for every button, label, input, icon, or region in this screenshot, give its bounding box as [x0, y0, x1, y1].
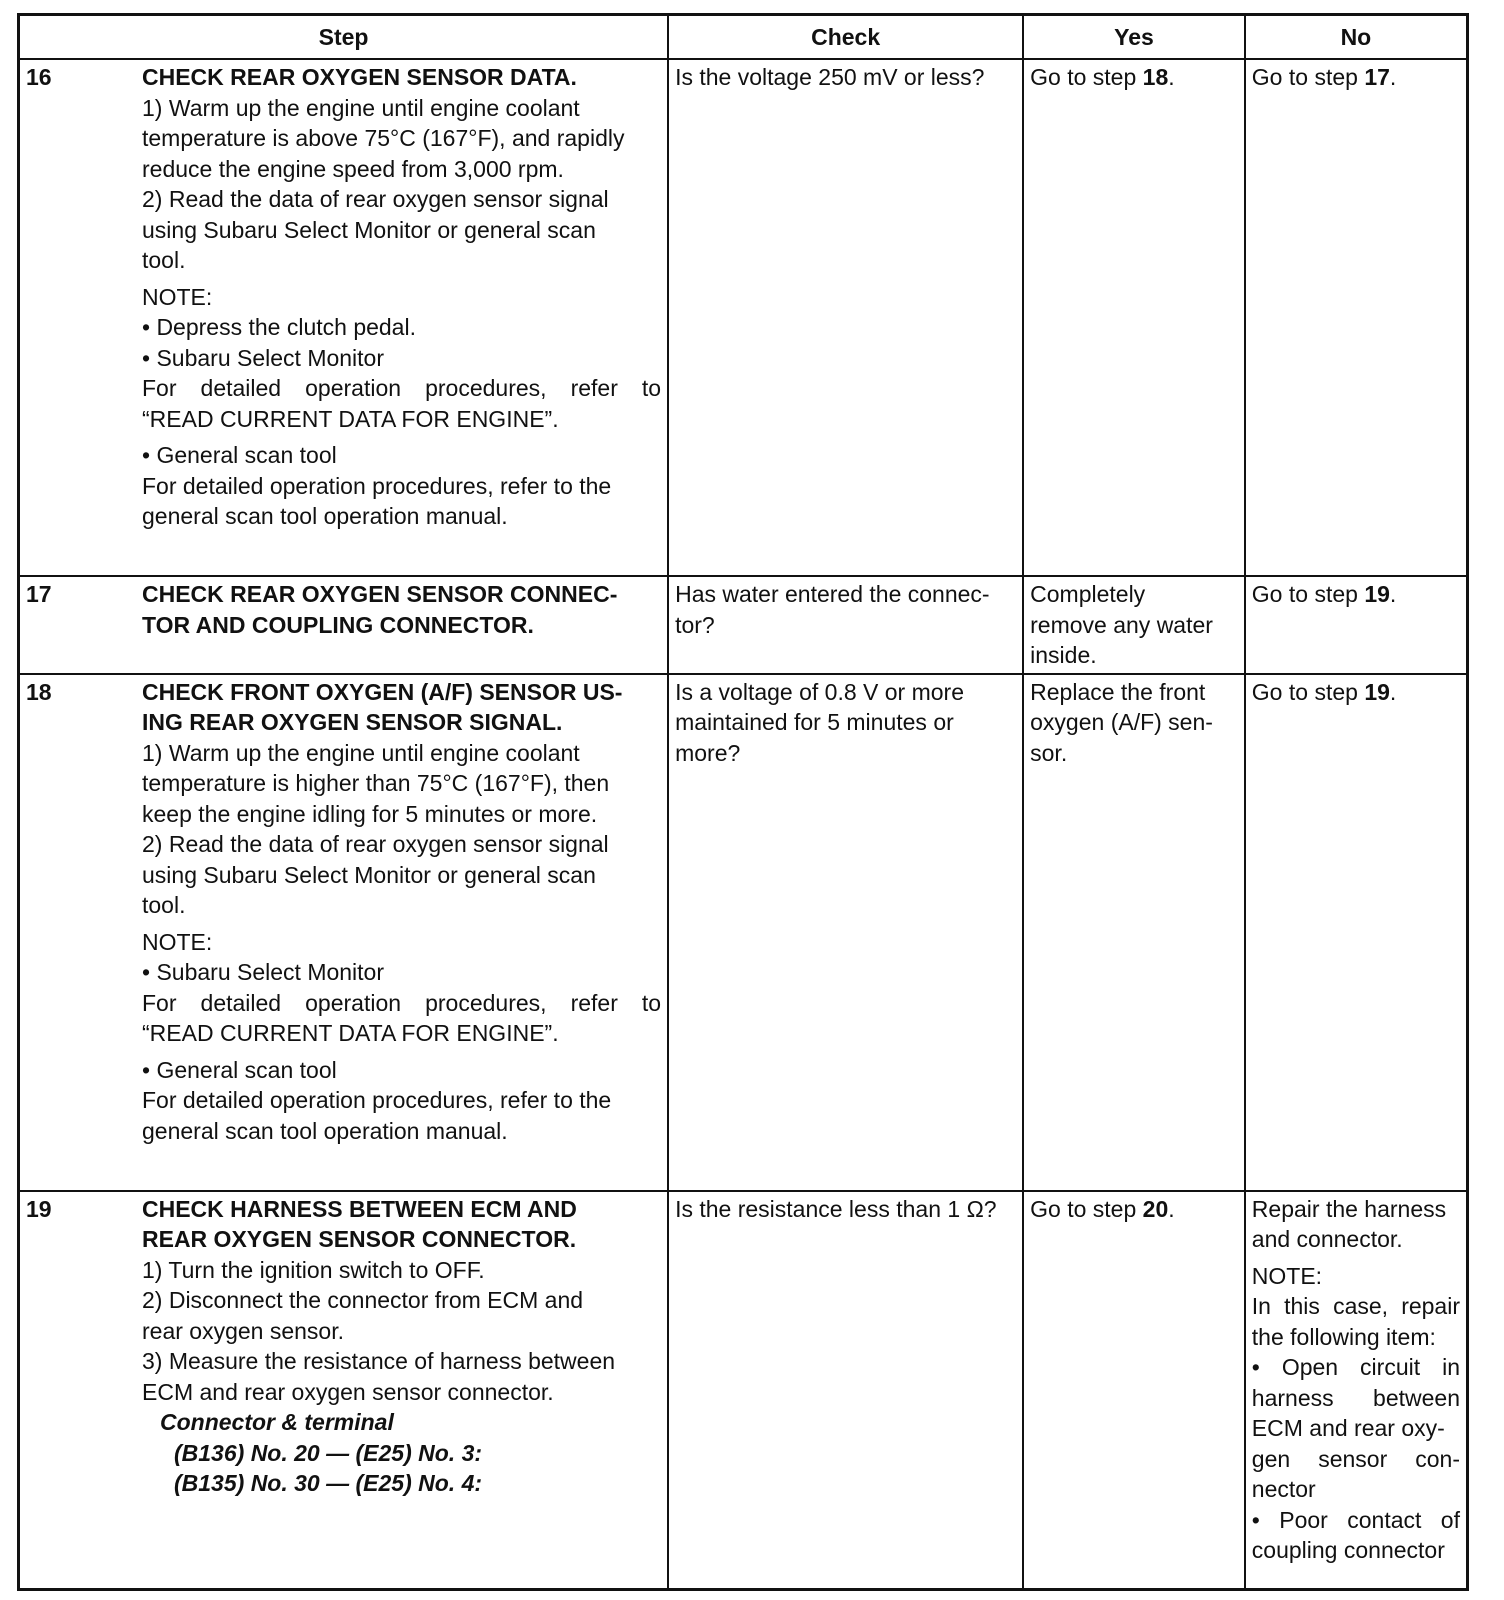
step-cell: [19, 59, 669, 576]
check-text: tor?: [675, 611, 715, 638]
no-step-ref: 19: [1364, 678, 1390, 705]
no-text: and connector.: [1251, 1226, 1403, 1252]
yes-cell: [1023, 1191, 1245, 1590]
step-title: CHECK FRONT OXYGEN (A/F) SENSOR US-: [142, 678, 623, 705]
check-text: Is the resistance less than 1 Ω?: [675, 1195, 997, 1222]
instruction-line: 1) Warm up the engine until engine coolant: [142, 94, 580, 121]
no-text: nector: [1251, 1476, 1316, 1502]
step-number: 16: [26, 64, 52, 90]
step-title: CHECK HARNESS BETWEEN ECM AND: [142, 1195, 577, 1222]
connector-label: Connector & terminal: [160, 1409, 394, 1435]
yes-text: Completely: [1030, 581, 1146, 607]
check-cell: [668, 59, 1023, 576]
diagnostic-table: [17, 13, 1469, 1591]
check-cell: [668, 1191, 1023, 1590]
yes-step-ref: 18: [1142, 64, 1169, 90]
no-text: Go to step: [1251, 678, 1365, 705]
step-cell: [19, 674, 669, 1191]
note-label: NOTE:: [1251, 1262, 1323, 1289]
scan-tool-line: For detailed operation procedures, refer to the: [142, 472, 612, 499]
no-cell: [1245, 674, 1468, 1191]
instruction-line: 3) Measure the resistance of harness between: [142, 1348, 616, 1374]
check-text: maintained for 5 minutes or: [675, 709, 954, 735]
step-cell: [19, 576, 669, 674]
instruction-line: reduce the engine speed from 3,000 rpm.: [142, 155, 564, 182]
no-suffix: .: [1389, 581, 1397, 607]
instruction-line: keep the engine idling for 5 minutes or more.: [142, 800, 598, 827]
no-text: Go to step: [1251, 581, 1365, 607]
connector-terminal: (B135) No. 30 — (E25) No. 4:: [174, 1470, 483, 1496]
step-title: REAR OXYGEN SENSOR CONNECTOR.: [142, 1226, 577, 1252]
yes-step-ref: 20: [1142, 1195, 1169, 1222]
check-text: Has water entered the connec-: [675, 581, 990, 607]
instruction-line: tool.: [142, 247, 186, 273]
yes-text: sor.: [1030, 739, 1068, 766]
instruction-line: 2) Disconnect the connector from ECM and: [142, 1287, 584, 1313]
header-row: [19, 15, 1468, 60]
instruction-line: using Subaru Select Monitor or general scan: [142, 861, 596, 888]
instruction-line: temperature is above 75°C (167°F), and rapidly: [142, 125, 625, 151]
yes-suffix: .: [1168, 1195, 1175, 1222]
note-line: • Subaru Select Monitor: [142, 959, 385, 985]
no-text: harness between: [1251, 1384, 1460, 1411]
scan-tool-line: general scan tool operation manual.: [142, 1117, 508, 1144]
instruction-line: tool.: [142, 892, 186, 918]
check-text: more?: [675, 739, 741, 766]
scan-tool-line: For detailed operation procedures, refer to the: [142, 1087, 612, 1113]
no-text: the following item:: [1251, 1323, 1436, 1350]
yes-cell: [1023, 59, 1245, 576]
scan-tool-line: • General scan tool: [142, 1056, 337, 1083]
yes-text: Replace the front: [1030, 678, 1206, 705]
scan-tool-line: general scan tool operation manual.: [142, 503, 508, 529]
note-label: NOTE:: [142, 928, 213, 955]
no-text: In this case, repair: [1251, 1293, 1460, 1319]
no-suffix: .: [1389, 64, 1397, 90]
check-cell: [668, 674, 1023, 1191]
step-title: CHECK REAR OXYGEN SENSOR CONNEC-: [142, 581, 618, 607]
step-title: ING REAR OXYGEN SENSOR SIGNAL.: [142, 709, 563, 735]
yes-suffix: .: [1168, 64, 1175, 90]
instruction-line: using Subaru Select Monitor or general scan: [142, 216, 596, 243]
header-check: Check: [668, 15, 1023, 60]
note-line: For detailed operation procedures, refer to: [142, 989, 662, 1016]
note-line: • Depress the clutch pedal.: [142, 314, 416, 340]
note-line: “READ CURRENT DATA FOR ENGINE”.: [142, 405, 559, 432]
no-text: gen sensor con-: [1251, 1445, 1460, 1472]
step-number: 18: [26, 678, 52, 705]
note-line: “READ CURRENT DATA FOR ENGINE”.: [142, 1020, 559, 1046]
no-cell: [1245, 1191, 1468, 1590]
instruction-line: 2) Read the data of rear oxygen sensor signal: [142, 186, 609, 212]
instruction-line: temperature is higher than 75°C (167°F), then: [142, 770, 610, 796]
no-text: coupling connector: [1251, 1537, 1445, 1563]
instruction-line: ECM and rear oxygen sensor connector.: [142, 1378, 554, 1405]
no-text: ECM and rear oxy-: [1251, 1415, 1445, 1441]
yes-text: oxygen (A/F) sen-: [1030, 709, 1213, 735]
instruction-line: 2) Read the data of rear oxygen sensor signal: [142, 831, 609, 857]
step-number: 17: [26, 581, 52, 607]
no-step-ref: 17: [1364, 64, 1390, 90]
header-yes: Yes: [1023, 15, 1245, 60]
instruction-line: 1) Turn the ignition switch to OFF.: [142, 1256, 485, 1283]
step-title: TOR AND COUPLING CONNECTOR.: [142, 611, 534, 638]
instruction-line: rear oxygen sensor.: [142, 1317, 345, 1344]
no-cell: [1245, 576, 1468, 674]
table-row: [19, 1191, 1468, 1590]
table-row: [19, 59, 1468, 576]
table-row: [19, 576, 1468, 674]
check-text: Is the voltage 250 mV or less?: [675, 64, 985, 90]
note-line: • Subaru Select Monitor: [142, 344, 385, 371]
table-row: [19, 674, 1468, 1191]
header-no: No: [1245, 15, 1468, 60]
no-text: Repair the harness: [1251, 1195, 1447, 1222]
no-text: Go to step: [1251, 64, 1365, 90]
check-cell: [668, 576, 1023, 674]
no-suffix: .: [1389, 678, 1397, 705]
no-text: • Poor contact of: [1251, 1506, 1460, 1533]
yes-text: Go to step: [1030, 1195, 1143, 1222]
yes-text: inside.: [1030, 642, 1097, 668]
no-step-ref: 19: [1364, 581, 1390, 607]
yes-cell: [1023, 674, 1245, 1191]
no-text: • Open circuit in: [1251, 1354, 1460, 1380]
note-label: NOTE:: [142, 283, 213, 310]
no-cell: [1245, 59, 1468, 576]
check-text: Is a voltage of 0.8 V or more: [675, 678, 965, 705]
instruction-line: 1) Warm up the engine until engine coolant: [142, 739, 580, 766]
step-cell: [19, 1191, 669, 1590]
header-step: Step: [19, 15, 669, 60]
step-title: CHECK REAR OXYGEN SENSOR DATA.: [142, 64, 577, 90]
note-line: For detailed operation procedures, refer to: [142, 375, 662, 401]
yes-text: remove any water: [1030, 611, 1213, 638]
scan-tool-line: • General scan tool: [142, 442, 337, 468]
step-number: 19: [26, 1195, 52, 1222]
connector-terminal: (B136) No. 20 — (E25) No. 3:: [174, 1439, 483, 1466]
yes-text: Go to step: [1030, 64, 1143, 90]
yes-cell: [1023, 576, 1245, 674]
